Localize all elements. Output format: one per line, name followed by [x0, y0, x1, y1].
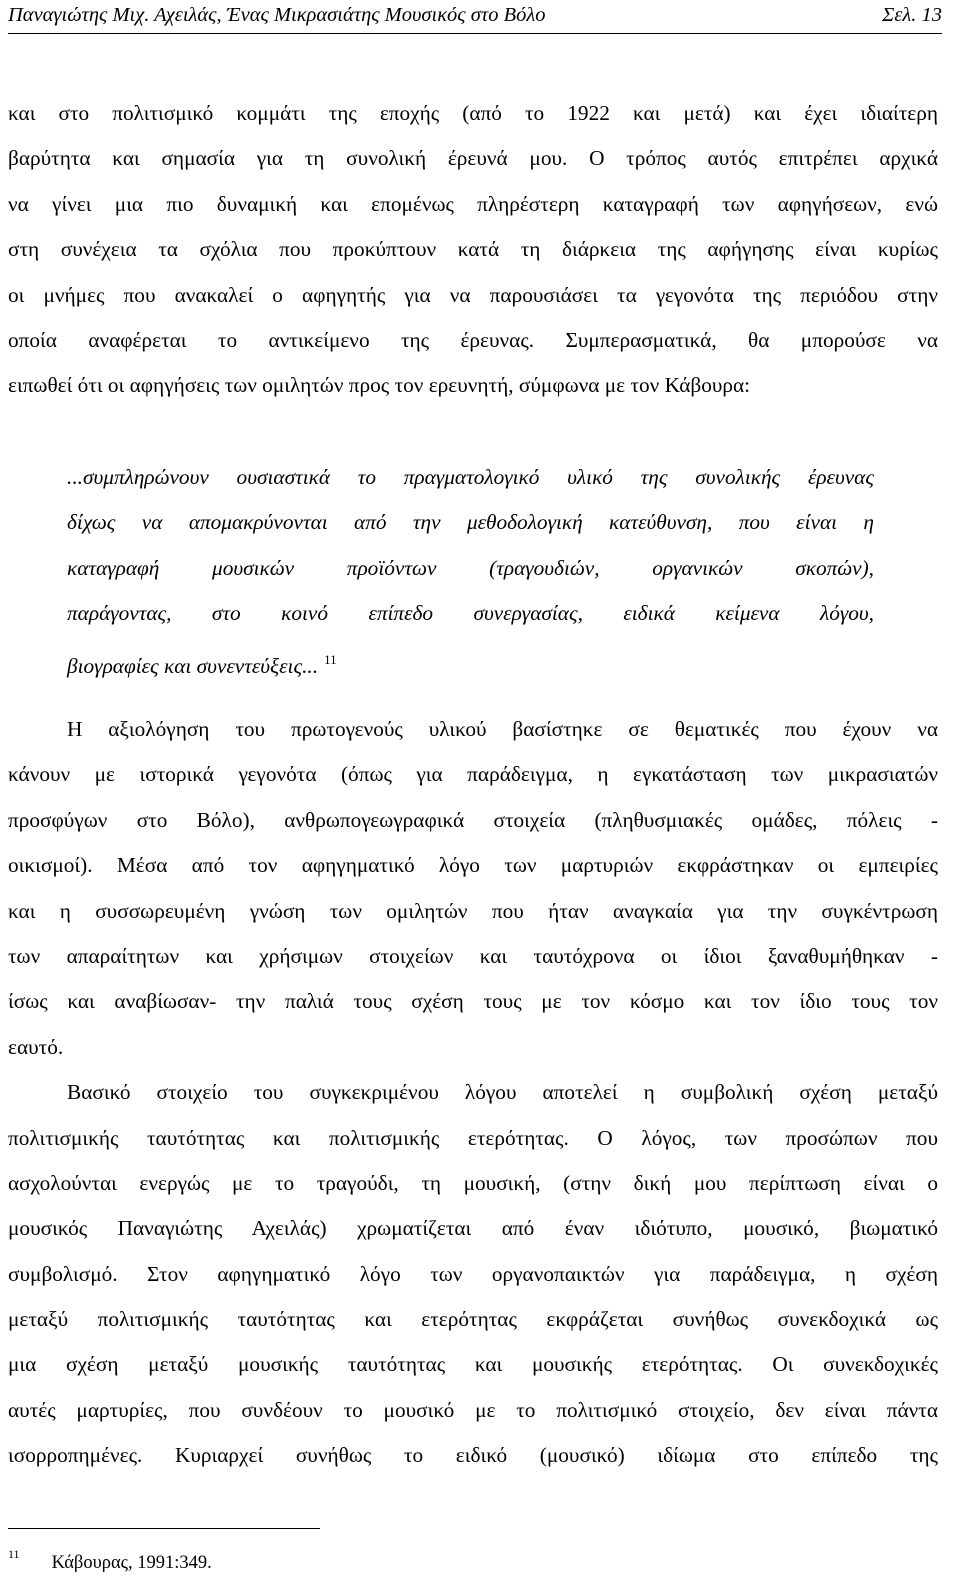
text-line: πολιτισμικής ταυτότητας και πολιτισμικής ετερότητας. Ο λόγος, των προσώπων που	[8, 1125, 938, 1150]
text-line: οποία αναφέρεται το αντικείμενο της έρευνας. Συμπερασματικά, θα μπορούσε να	[8, 327, 938, 352]
quote-line: δίχως να απομακρύνονται από την μεθοδολογική κατεύθυνση, που είναι η	[67, 510, 874, 535]
text-line: βαρύτητα και σημασία για τη συνολική έρευνά μου. Ο τρόπος αυτός επιτρέπει αρχικά	[8, 146, 938, 171]
page-number: Σελ. 13	[882, 4, 942, 26]
text-line: αυτές μαρτυρίες, που συνδέουν το μουσικό με το πολιτισμικό στοιχείο, δεν είναι πάντα	[8, 1397, 938, 1422]
text-line: και η συσσωρευμένη γνώση των ομιλητών που ήταν αναγκαία για την συγκέντρωση	[8, 898, 938, 923]
footnote-rule	[8, 1528, 320, 1529]
quote-line: καταγραφή μουσικών προϊόντων (τραγουδιών, οργανικών σκοπών),	[67, 555, 874, 580]
paragraph-1	[8, 91, 938, 409]
text-line: να γίνει μια πιο δυναμική και επομένως πληρέστερη καταγραφή των αφηγήσεων, ενώ	[8, 191, 938, 216]
footnote-reference[interactable]: 11	[324, 651, 337, 667]
text-line: ασχολούνται ενεργώς με το τραγούδι, τη μουσική, (στην δική μου περίπτωση είναι ο	[8, 1170, 938, 1195]
text-line: προσφύγων στο Βόλο), ανθρωπογεωγραφικά στοιχεία (πληθυσμιακές ομάδες, πόλεις -	[8, 807, 938, 832]
text-line: συμβολισμό. Στον αφηγηματικό λόγο των οργανοπαικτών για παράδειγμα, η σχέση	[8, 1261, 938, 1286]
text-line: και στο πολιτισμικό κομμάτι της εποχής (από το 1922 και μετά) και έχει ιδιαίτερη	[8, 101, 938, 125]
header-rule	[8, 33, 942, 34]
text-line: οι μνήμες που ανακαλεί ο αφηγητής για να παρουσιάσει τα γεγονότα της περιόδου στην	[8, 282, 938, 307]
footnote	[8, 1541, 212, 1576]
main-text	[8, 707, 938, 1479]
text-line: στη συνέχεια τα σχόλια που προκύπτουν κατά τη διάρκεια της αφήγησης είναι κυρίως	[8, 237, 938, 262]
text-line: κάνουν με ιστορικά γεγονότα (όπως για παράδειγμα, η εγκατάσταση των μικρασιατών	[8, 762, 938, 787]
text-line: Βασικό στοιχείο του συγκεκριμένου λόγου αποτελεί η συμβολική σχέση μεταξύ	[67, 1080, 938, 1105]
text-line: ισορροπημένες. Κυριαρχεί συνήθως το ειδικό (μουσικό) ιδίωμα στο επίπεδο της	[8, 1443, 938, 1468]
quote-line: ...συμπληρώνουν ουσιαστικά το πραγματολογικό υλικό της συνολικής έρευνας	[67, 465, 874, 489]
text-line: μουσικός Παναγιώτης Αχειλάς) χρωματίζεται από έναν ιδιότυπο, μουσικό, βιωματικό	[8, 1216, 938, 1241]
text-line: των απαραίτητων και χρήσιμων στοιχείων και ταυτόχρονα οι ίδιοι ξαναθυμήθηκαν -	[8, 943, 938, 968]
block-quote	[67, 455, 874, 682]
text-line: Η αξιολόγηση του πρωτογενούς υλικού βασίστηκε σε θεματικές που έχουν να	[67, 717, 938, 741]
running-header	[8, 0, 942, 30]
quote-line-last	[67, 637, 874, 682]
text-line: ειπωθεί ότι οι αφηγήσεις των ομιλητών προς τον ερευνητή, σύμφωνα με τον Κάβουρα:	[8, 373, 751, 398]
text-line: μια σχέση μεταξύ μουσικής ταυτότητας και μουσικής ετερότητας. Οι συνεκδοχικές	[8, 1352, 938, 1377]
quote-line: βιογραφίες και συνεντεύξεις...	[67, 653, 319, 678]
footnote-number: 11	[8, 1547, 20, 1561]
footnote-text: Κάβουρας, 1991:349.	[51, 1553, 212, 1573]
quote-line: παράγοντας, στο κοινό επίπεδο συνεργασίας, ειδικά κείμενα λόγου,	[67, 601, 874, 626]
header-title: Παναγιώτης Μιχ. Αχειλάς, Ένας Μικρασιάτης Μουσικός στο Βόλο	[8, 4, 546, 26]
text-line: ίσως και αναβίωσαν- την παλιά τους σχέση τους με τον κόσμο και τον ίδιο τους τον	[8, 989, 938, 1014]
text-line: μεταξύ πολιτισμικής ταυτότητας και ετερότητας εκφράζεται συνήθως συνεκδοχικά ως	[8, 1307, 938, 1332]
text-line: οικισμοί). Μέσα από τον αφηγηματικό λόγο των μαρτυριών εκφράστηκαν οι εμπειρίες	[8, 853, 938, 878]
text-line: εαυτό.	[8, 1034, 64, 1059]
